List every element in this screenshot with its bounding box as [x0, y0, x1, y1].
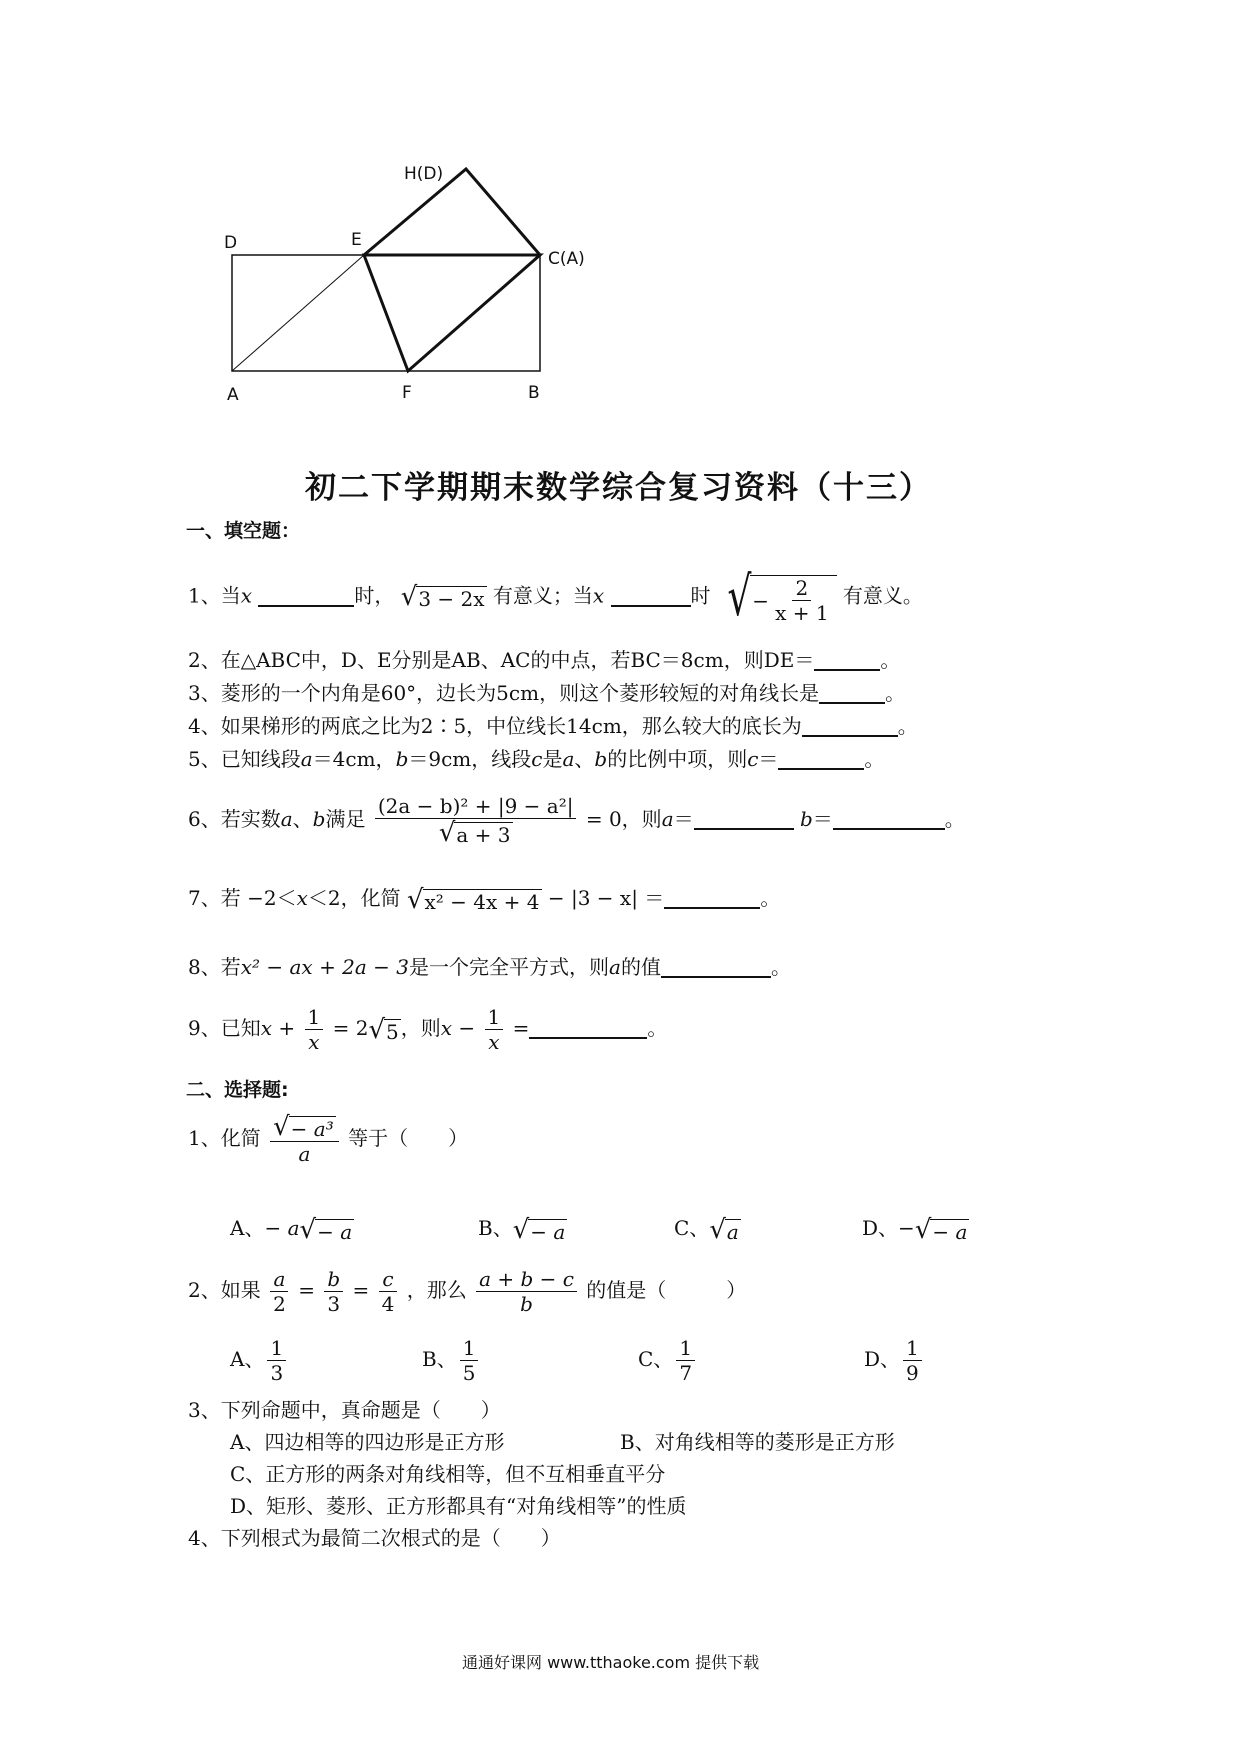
denominator: 5: [462, 1361, 476, 1385]
radicand: a: [726, 1219, 739, 1244]
var-b: b: [312, 807, 326, 831]
radicand: x² − 4x + 4: [424, 889, 540, 914]
denominator: a: [298, 1142, 311, 1166]
denominator: 2: [273, 1292, 286, 1316]
page-footer: 通通好课网 www.tthaoke.com 提供下载: [462, 1653, 760, 1672]
option-label: B、: [422, 1347, 457, 1371]
q-text: 2、在△ABC中，D、E分别是AB、AC的中点，若BC＝8cm，则DE＝: [188, 648, 815, 672]
option-2-3-d[interactable]: D、矩形、菱形、正方形都具有“对角线相等”的性质: [230, 1494, 687, 1518]
question-1-3: [188, 681, 905, 705]
answer-blank[interactable]: [611, 585, 691, 607]
q-text: ＝4cm，: [312, 747, 396, 771]
denominator: 3: [327, 1292, 341, 1316]
answer-blank[interactable]: [814, 649, 880, 671]
q-text: 的比例中项，则: [607, 747, 748, 771]
q-text: 有意义。: [842, 583, 923, 608]
option-label: D、: [862, 1216, 899, 1240]
equals-sign: =: [298, 1278, 315, 1302]
segment-ae: [232, 255, 364, 371]
option-prefix: −: [898, 1216, 915, 1240]
var-b: b: [594, 747, 608, 771]
option-label: B、: [478, 1216, 513, 1240]
q-text: ，那么: [406, 1278, 467, 1302]
q-text: 时，: [354, 583, 395, 608]
q-text: − |3 − x| ＝: [547, 886, 665, 910]
minus-sign: −: [458, 1016, 476, 1040]
q-text: 6、若实数: [188, 807, 281, 831]
label-e: E: [351, 230, 362, 250]
question-2-2: [188, 1268, 746, 1315]
radicand: − a³: [290, 1117, 334, 1141]
answer-blank[interactable]: [661, 956, 771, 978]
numerator: a + b − c: [479, 1267, 574, 1291]
numerator: (2a − b)² + |9 − a²|: [375, 795, 577, 819]
q-text: 3、菱形的一个内角是60°，边长为5cm，则这个菱形较短的对角线长是: [188, 681, 820, 705]
radicand: 5: [386, 1019, 399, 1044]
option-2-2-c[interactable]: [638, 1337, 698, 1384]
page-title: 初二下学期期末数学综合复习资料（十三）: [305, 470, 932, 506]
question-2-4: 4、下列根式为最简二次根式的是（ ）: [188, 1526, 561, 1550]
denominator: x: [308, 1030, 320, 1054]
var-b: b: [395, 747, 409, 771]
option-label: C、: [638, 1347, 674, 1371]
denominator: 9: [906, 1361, 919, 1385]
radicand: a + 3: [456, 823, 511, 847]
label-f: F: [402, 383, 412, 403]
q-text: ＝: [673, 807, 694, 831]
question-1-8: [188, 955, 791, 979]
label-b: B: [528, 383, 540, 403]
q-text: ＝9cm，线段: [408, 747, 532, 771]
q-text: 9、已知: [188, 1016, 261, 1040]
radicand: 3 − 2x: [418, 587, 485, 611]
option-label: A、: [230, 1216, 265, 1240]
option-2-1-a[interactable]: A、− a √ − a: [230, 1214, 353, 1245]
equation-part: = 2: [332, 1016, 369, 1040]
fraction: [379, 1268, 398, 1315]
var-x: x: [592, 583, 605, 608]
q-text: 。: [897, 714, 918, 738]
option-label: C、: [674, 1216, 710, 1240]
question-1-4: [188, 714, 918, 738]
q-text: 。: [944, 807, 965, 831]
option-label: A、: [230, 1347, 265, 1371]
radicand: − a: [317, 1219, 353, 1244]
q-text: 。: [770, 955, 791, 979]
q-text: 7、若 −2＜: [188, 886, 297, 910]
numerator: a: [273, 1267, 286, 1291]
denominator: b: [520, 1292, 533, 1316]
fraction: [476, 1268, 577, 1315]
section-heading-choice: 二、选择题:: [186, 1079, 289, 1101]
question-1-7: [188, 886, 780, 913]
var-x: x: [240, 583, 253, 608]
var-c: c: [531, 747, 543, 771]
radical: √ 3 − 2x: [400, 582, 485, 612]
answer-blank[interactable]: [819, 682, 885, 704]
numerator: c: [382, 1267, 394, 1291]
fraction: [324, 1268, 343, 1315]
question-2-1: [188, 1114, 468, 1165]
denominator: 3: [270, 1361, 284, 1385]
q-text: 有意义；当: [492, 583, 593, 608]
option-prefix: − a: [264, 1216, 300, 1240]
numerator: b: [327, 1267, 341, 1291]
q-text: 当: [220, 583, 241, 608]
q-number: 1、: [188, 583, 221, 608]
q-text: ，则: [400, 1016, 441, 1040]
numerator: 1: [903, 1337, 922, 1361]
var-a: a: [562, 747, 575, 771]
denominator: x: [488, 1030, 500, 1054]
fraction: [305, 1006, 324, 1053]
answer-blank[interactable]: [802, 715, 898, 737]
label-a: A: [227, 385, 239, 405]
q-text: 是一个完全平方式，则: [409, 955, 610, 979]
numerator: 1: [485, 1006, 504, 1030]
q-text: 2、如果: [188, 1278, 261, 1302]
var-a: a: [300, 747, 313, 771]
option-2-2-b[interactable]: [422, 1337, 481, 1384]
q-text: 的值: [620, 955, 661, 979]
var-a: a: [280, 807, 293, 831]
numerator: 1: [460, 1337, 479, 1361]
question-1-9: 9、已知x + $\frac{1}{x}$ = 2 √ 5 ，则x − $\frac{1}{x}$ = 。: [188, 1005, 668, 1054]
q-text: 满足: [325, 807, 366, 831]
option-2-2-d[interactable]: [864, 1337, 925, 1384]
question-1-6: [188, 795, 965, 846]
denominator: x + 1: [775, 601, 829, 625]
question-1-2: [188, 648, 900, 672]
option-label: D、: [864, 1347, 901, 1371]
q-text: ＝: [758, 747, 779, 771]
q-text: ＝: [812, 807, 833, 831]
answer-blank[interactable]: [258, 585, 354, 607]
q-text: 8、若: [188, 955, 241, 979]
radicand: − a: [530, 1219, 566, 1244]
q-text: 。: [880, 648, 901, 672]
folded-triangle-ehc: [364, 169, 540, 255]
denominator: 7: [679, 1361, 693, 1385]
plus-sign: +: [278, 1016, 296, 1040]
option-2-3-a[interactable]: A、四边相等的四边形是正方形: [230, 1430, 505, 1454]
q-text: 。: [864, 747, 885, 771]
fraction: √ − a³ a: [270, 1114, 339, 1165]
numerator: 1: [305, 1006, 324, 1030]
geometry-figure: [0, 0, 1240, 420]
q-text: 、: [574, 747, 595, 771]
var-x: x: [296, 886, 308, 910]
equals-sign: =: [352, 1278, 370, 1302]
var-x: x: [260, 1016, 273, 1040]
var-a: a: [609, 955, 621, 979]
denominator: 4: [381, 1292, 395, 1316]
q-text: 4、如果梯形的两底之比为2∶5，中位线长14cm，那么较大的底长为: [188, 714, 802, 738]
q-text: 、: [292, 807, 313, 831]
question-1-1: [188, 565, 923, 628]
option-2-1-b[interactable]: B、 √ − a: [478, 1214, 566, 1245]
q-text: = 0，则: [585, 807, 662, 831]
var-c: c: [747, 747, 759, 771]
question-2-3: 3、下列命题中，真命题是（ ）: [188, 1398, 501, 1422]
option-2-3-b[interactable]: B、对角线相等的菱形是正方形: [620, 1430, 895, 1454]
q-text: 。: [647, 1016, 668, 1040]
fraction: (2a − b)² + |9 − a²| √ a + 3: [375, 795, 577, 846]
question-1-5: [188, 747, 884, 771]
q-text: ＜2，化简: [307, 886, 401, 910]
label-d: D: [224, 233, 238, 253]
option-2-1-c[interactable]: C、 √ a: [674, 1214, 739, 1245]
q-text: 是: [542, 747, 563, 771]
minus-sign: −: [752, 588, 770, 613]
expression: x² − ax + 2a − 3: [240, 955, 410, 979]
fraction: [485, 1006, 504, 1053]
q-text: 等于（ ）: [348, 1126, 469, 1150]
option-2-1-d[interactable]: D、− √ − a: [862, 1214, 968, 1245]
option-2-3-c[interactable]: C、正方形的两条对角线相等，但不互相垂直平分: [230, 1462, 666, 1486]
answer-blank[interactable]: [694, 808, 794, 830]
q-text: 5、已知线段: [188, 747, 301, 771]
q-text: 时: [690, 583, 711, 608]
numerator: 1: [676, 1337, 695, 1361]
numerator: 2: [792, 577, 811, 601]
radical-fraction: √ − $\frac{2}{x + 1}$: [717, 570, 837, 624]
q-text: 。: [760, 886, 781, 910]
q-text: 的值是（ ）: [586, 1278, 747, 1302]
label-h: H(D): [404, 164, 444, 184]
answer-blank[interactable]: [529, 1017, 647, 1039]
answer-blank[interactable]: [664, 887, 760, 909]
option-2-2-a[interactable]: [230, 1337, 289, 1384]
q-text: 。: [885, 681, 906, 705]
q-text: 1、化简: [188, 1126, 261, 1150]
equation-part: =: [512, 1016, 530, 1040]
radical: √ x² − 4x + 4: [406, 884, 540, 915]
var-b: b: [799, 807, 813, 831]
var-a: a: [661, 807, 674, 831]
label-c: C(A): [548, 249, 585, 269]
radicand: − a: [932, 1219, 968, 1244]
section-heading-fill-blank: 一、填空题：: [186, 520, 301, 542]
numerator: 1: [267, 1337, 286, 1361]
var-x: x: [440, 1016, 453, 1040]
triangle-ecf: [364, 255, 540, 371]
answer-blank[interactable]: [833, 808, 945, 830]
fraction: [270, 1268, 289, 1315]
answer-blank[interactable]: [778, 748, 864, 770]
